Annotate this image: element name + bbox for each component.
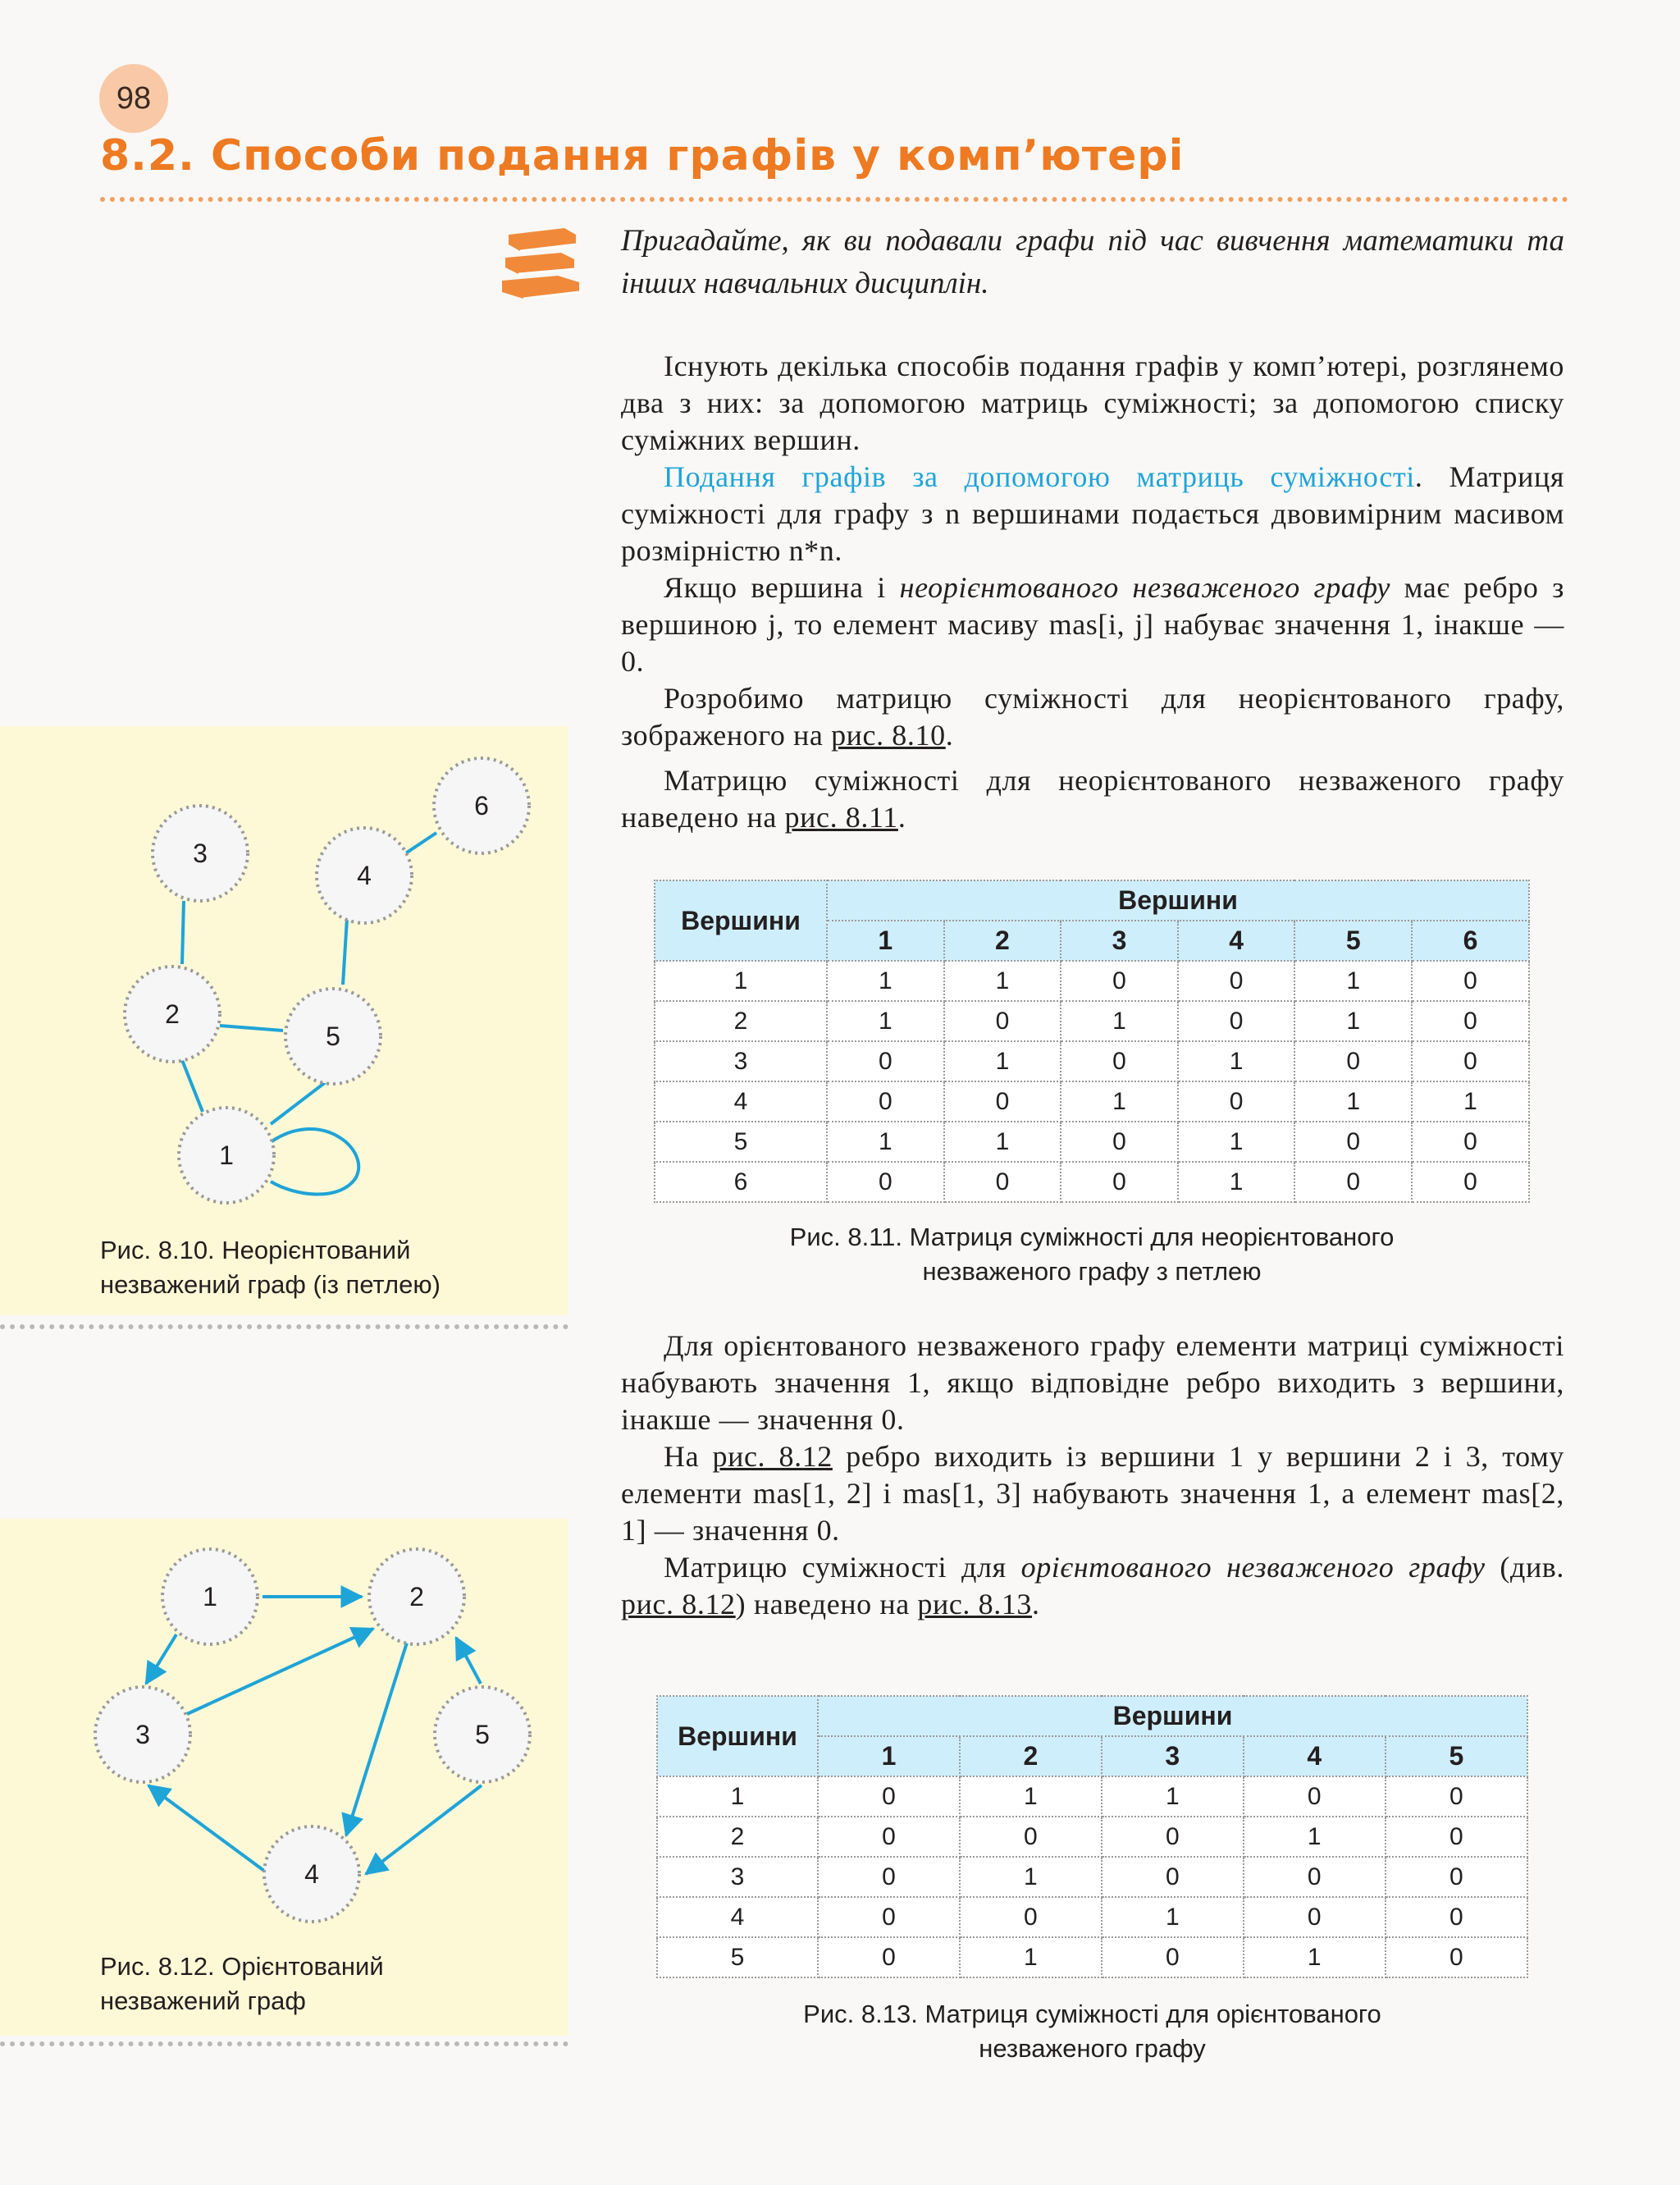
caption-line: незваженого графу з петлею — [922, 1257, 1262, 1286]
table-cell: 1 — [960, 1776, 1102, 1817]
table-cell: 0 — [1102, 1857, 1244, 1897]
directed-graph — [0, 1519, 568, 1929]
table-cell: 0 — [818, 1897, 960, 1937]
figure-ref-link[interactable]: рис. 8.10 — [831, 719, 946, 752]
undirected-graph — [0, 726, 568, 1218]
table-cell: 1 — [1178, 1162, 1295, 1202]
paragraph-text: . — [1032, 1588, 1040, 1620]
table-cell: 1 — [827, 961, 944, 1001]
table-cell: 0 — [1061, 1041, 1178, 1081]
table-cell: 0 — [1412, 1001, 1529, 1041]
column-header: 5 — [1294, 921, 1412, 961]
table-cell: 0 — [818, 1776, 960, 1817]
column-header: 3 — [1061, 921, 1178, 961]
term-italic: орієнтованого незваженого графу — [1020, 1551, 1486, 1584]
caption-line: незваженого графу — [979, 2034, 1206, 2063]
figure-caption — [100, 1233, 441, 1302]
table-cell: 1 — [1178, 1122, 1295, 1162]
column-group-header: Вершини — [827, 880, 1529, 921]
column-header: 1 — [818, 1736, 960, 1776]
table-cell: 0 — [1386, 1897, 1527, 1937]
figure-caption — [100, 1950, 384, 2018]
recall-prompt: Пригадайте, як ви подавали графи під час вивчення математики та інших навчальних дисциплін. — [621, 224, 1564, 300]
column-header: 4 — [1178, 921, 1295, 961]
panel-divider — [0, 2041, 568, 2046]
node-label: 4 — [357, 861, 372, 890]
table-cell: 1 — [960, 1937, 1102, 1977]
table-cell: 0 — [1412, 1162, 1529, 1202]
table-row — [655, 1081, 1529, 1122]
column-header: 5 — [1386, 1736, 1527, 1776]
table-cell: 1 — [944, 1041, 1061, 1081]
table-cell: 0 — [1294, 1122, 1412, 1162]
node-label: 2 — [165, 999, 180, 1029]
figure-ref-link[interactable]: рис. 8.12 — [621, 1588, 736, 1620]
paragraph: Для орієнтованого незваженого графу елементи матриці суміжності набувають значення 1, якщо відповідне ребро виходить з вершини, інакше — значення 0. — [621, 1329, 1564, 1436]
panel-divider — [0, 1324, 568, 1329]
node-label: 3 — [135, 1720, 150, 1749]
table-row — [657, 1776, 1527, 1817]
table-cell: 1 — [1102, 1776, 1244, 1817]
row-label: 3 — [655, 1041, 827, 1081]
term-italic: неорієнтованого незваженого графу — [899, 571, 1390, 604]
table-cell: 0 — [1386, 1776, 1527, 1817]
table-cell: 0 — [944, 1081, 1061, 1122]
table-cell: 0 — [944, 1162, 1061, 1202]
caption-line: незважений граф — [100, 1986, 306, 2015]
table-cell: 0 — [1178, 961, 1295, 1001]
paragraph-text: . Матриця суміжності для графу з n вершинами подається двовимірним масивом розмірністю n*n. — [621, 460, 1565, 567]
table-cell: 1 — [944, 1122, 1061, 1162]
table-cell: 0 — [1061, 1122, 1178, 1162]
table-cell: 1 — [1102, 1897, 1244, 1937]
row-header: Вершини — [657, 1696, 818, 1776]
column-header: 4 — [1244, 1736, 1386, 1776]
table-cell: 1 — [1294, 1081, 1412, 1122]
paragraph-text: Якщо вершина і — [664, 571, 900, 604]
paragraph — [621, 680, 1564, 754]
intro-text — [621, 348, 1564, 836]
row-label: 4 — [657, 1897, 818, 1937]
table-cell: 0 — [1102, 1817, 1244, 1857]
caption-line: незважений граф (із петлею) — [100, 1270, 441, 1299]
table-cell: 0 — [1294, 1162, 1412, 1202]
node-label: 2 — [409, 1582, 424, 1611]
table-cell: 1 — [1294, 961, 1412, 1001]
topic-link[interactable]: Подання графів за допомогою матриць суміжності — [664, 460, 1415, 493]
table-cell: 0 — [1244, 1857, 1386, 1897]
paragraph-text: На — [664, 1440, 713, 1473]
table-cell: 0 — [1244, 1776, 1386, 1817]
table-row — [657, 1937, 1527, 1977]
node-label: 1 — [203, 1582, 217, 1611]
row-label: 5 — [655, 1122, 827, 1162]
paragraph-text: Матрицю суміжності для неорієнтованого незваженого графу наведено на — [621, 764, 1564, 834]
table-cell: 0 — [827, 1081, 944, 1122]
table-cell: 1 — [1294, 1001, 1412, 1041]
table-cell: 0 — [944, 1001, 1061, 1041]
row-label: 3 — [657, 1857, 818, 1897]
table-cell: 0 — [1386, 1857, 1527, 1897]
table-cell: 0 — [818, 1857, 960, 1897]
column-header: 2 — [944, 921, 1061, 961]
row-label: 6 — [655, 1162, 827, 1202]
table-cell: 0 — [960, 1897, 1102, 1937]
table-cell: 1 — [827, 1001, 944, 1041]
caption-line: Рис. 8.10. Неорієнтований — [100, 1236, 411, 1264]
column-group-header: Вершини — [818, 1696, 1527, 1736]
row-label: 2 — [655, 1001, 827, 1041]
paragraph — [621, 459, 1564, 569]
row-label: 2 — [657, 1817, 818, 1857]
table-cell: 0 — [1178, 1081, 1295, 1122]
table-cell: 1 — [827, 1122, 944, 1162]
page-number: 98 — [99, 64, 168, 133]
node-label: 4 — [304, 1859, 319, 1889]
table-row — [657, 1817, 1527, 1857]
directed-text — [621, 1328, 1564, 1623]
paragraph — [621, 762, 1564, 836]
table-cell: 1 — [1244, 1817, 1386, 1857]
table-cell: 0 — [1412, 1122, 1529, 1162]
table-cell: 0 — [1386, 1817, 1527, 1857]
row-header: Вершини — [655, 880, 827, 961]
row-label: 1 — [657, 1776, 818, 1817]
section-title: 8.2. Способи подання графів у комп’ютері — [100, 131, 1185, 181]
paragraph — [621, 569, 1564, 680]
table-cell: 0 — [960, 1817, 1102, 1857]
table-cell: 0 — [827, 1162, 944, 1202]
table-cell: 1 — [1244, 1937, 1386, 1977]
row-label: 5 — [657, 1937, 818, 1977]
figure-caption — [654, 1220, 1530, 1289]
caption-line: Рис. 8.13. Матриця суміжності для орієнтованого — [803, 2000, 1381, 2028]
paragraph-text: ) наведено на — [735, 1588, 918, 1620]
caption-line: Рис. 8.11. Матриця суміжності для неорієнтованого — [789, 1223, 1395, 1251]
paragraph-text: має ребро з вершиною j, то елемент масиву mas[i, j] набуває значення 1, інакше — 0. — [621, 571, 1564, 678]
column-header: 1 — [827, 921, 944, 961]
figure-ref-link[interactable]: рис. 8.13 — [917, 1588, 1033, 1620]
row-label: 4 — [655, 1081, 827, 1122]
table-cell: 1 — [960, 1857, 1102, 1897]
table-cell: 1 — [1061, 1001, 1178, 1041]
node-label: 1 — [219, 1140, 234, 1170]
figure-caption — [656, 1997, 1528, 2066]
paragraph-text: . — [897, 801, 906, 834]
column-header: 6 — [1412, 921, 1529, 961]
table-cell: 0 — [1412, 961, 1529, 1001]
node-label: 5 — [475, 1720, 490, 1749]
column-header: 2 — [960, 1736, 1102, 1776]
table-cell: 0 — [1244, 1897, 1386, 1937]
paragraph-text: . — [945, 719, 954, 752]
paragraph-text: ребро виходить із вершини 1 у вершини 2 і 3, тому елементи mas[1, 2] і mas[1, 3] набувають значення 1, а елемент mas[2, 1] — значення 0. — [621, 1440, 1564, 1547]
paragraph-text: Матрицю суміжності для — [664, 1551, 1021, 1584]
table-cell: 0 — [1412, 1041, 1529, 1081]
table-row — [657, 1897, 1527, 1937]
table-row — [655, 961, 1529, 1001]
node-label: 3 — [193, 839, 208, 868]
table-row — [657, 1857, 1527, 1897]
table-cell: 0 — [1061, 1162, 1178, 1202]
adjacency-matrix-undirected — [654, 880, 1530, 1203]
adjacency-matrix-directed — [656, 1695, 1528, 1978]
figure-ref-link[interactable]: рис. 8.11 — [784, 801, 898, 834]
figure-ref-link[interactable]: рис. 8.12 — [712, 1440, 833, 1473]
table-row — [655, 1162, 1529, 1202]
table-cell: 0 — [1061, 961, 1178, 1001]
table-cell: 0 — [818, 1817, 960, 1857]
table-cell: 1 — [1061, 1081, 1178, 1122]
table-cell: 0 — [1102, 1937, 1244, 1977]
table-row — [655, 1122, 1529, 1162]
books-icon — [500, 223, 582, 305]
table-cell: 1 — [1178, 1041, 1295, 1081]
table-cell: 0 — [1386, 1937, 1527, 1977]
paragraph-text: (див. — [1485, 1551, 1565, 1584]
paragraph — [621, 1438, 1564, 1549]
title-divider — [100, 197, 1568, 202]
column-header: 3 — [1102, 1736, 1244, 1776]
paragraph: Існують декілька способів подання графів у комп’ютері, розглянемо два з них: за допомогою матриць суміжності; за допомогою списку суміжних вершин. — [621, 350, 1564, 456]
table-cell: 0 — [827, 1041, 944, 1081]
table-row — [655, 1041, 1529, 1081]
table-cell: 1 — [944, 961, 1061, 1001]
caption-line: Рис. 8.12. Орієнтований — [100, 1952, 384, 1981]
table-cell: 0 — [818, 1937, 960, 1977]
paragraph-text: Розробимо матрицю суміжності для неорієнтованого графу, зображеного на — [621, 682, 1564, 752]
table-row — [655, 1001, 1529, 1041]
row-label: 1 — [655, 961, 827, 1001]
table-cell: 0 — [1294, 1041, 1412, 1081]
table-cell: 1 — [1412, 1081, 1529, 1122]
table-cell: 0 — [1178, 1001, 1295, 1041]
node-label: 5 — [326, 1022, 340, 1051]
paragraph — [621, 1549, 1564, 1623]
node-label: 6 — [474, 791, 489, 821]
